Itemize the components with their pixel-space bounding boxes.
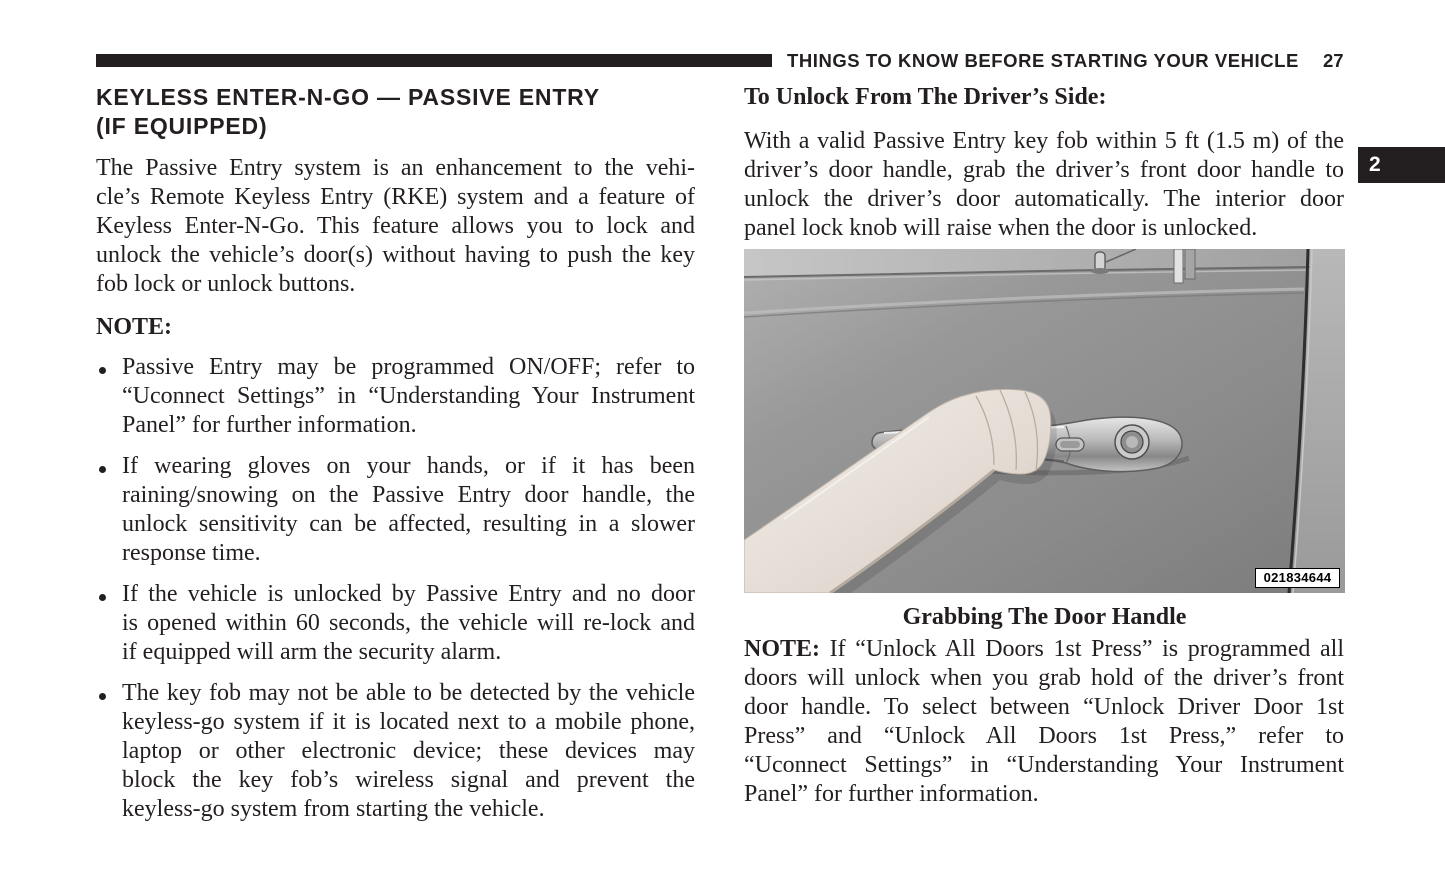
door-handle-illustration xyxy=(744,249,1345,593)
bullet-marker xyxy=(99,693,106,700)
page-number: 27 xyxy=(1323,50,1344,71)
unlock-line-1: With a valid Passive Entry key fob within 5 ft (1.5 m) of the xyxy=(744,128,1344,154)
handle-button xyxy=(1056,438,1084,451)
intro-line-2: cle’s Remote Keyless Entry (RKE) system and a feature of xyxy=(96,184,695,210)
bullet-3-line-3: if equipped will arm the security alarm. xyxy=(122,639,502,665)
chapter-tab xyxy=(1358,147,1445,183)
note-label: NOTE: xyxy=(744,636,821,662)
bullet-2-line-3: unlock sensitivity can be affected, resulting in a slower xyxy=(122,511,695,537)
note-line-2: doors will unlock when you grab hold of the driver’s front xyxy=(744,665,1344,691)
bullet-4-line-5: keyless-go system from starting the vehicle. xyxy=(122,796,545,822)
bullet-1-line-2: “Uconnect Settings” in “Understanding Your Instrument xyxy=(122,383,695,409)
note-line-1 xyxy=(744,635,1344,664)
unlock-paragraph xyxy=(744,127,1344,243)
bullet-1-line-1: Passive Entry may be programmed ON/OFF; refer to xyxy=(122,354,695,380)
bullet-4-line-4: block the key fob’s wireless signal and prevent the xyxy=(122,767,695,793)
bullet-2-line-4: response time. xyxy=(122,540,261,566)
unlock-line-2: driver’s door handle, grab the driver’s front door handle to xyxy=(744,157,1344,183)
note-line-6: Panel” for further information. xyxy=(744,781,1039,807)
section-heading xyxy=(96,83,695,141)
note-paragraph xyxy=(744,635,1344,809)
figure-code-label: 021834644 xyxy=(1255,568,1340,588)
note-line-3: door handle. To select between “Unlock Driver Door 1st xyxy=(744,694,1344,720)
section-heading-line-1: KEYLESS ENTER-N-GO — PASSIVE ENTRY xyxy=(96,84,600,110)
bullet-2-line-2: raining/snowing on the Passive Entry door handle, the xyxy=(122,482,695,508)
keyhole xyxy=(1115,425,1149,459)
intro-line-4: unlock the vehicle’s door(s) without having to push the key xyxy=(96,242,695,268)
bullet-4-line-1: The key fob may not be able to be detected by the vehicle xyxy=(122,680,695,706)
note-line-5: “Uconnect Settings” in “Understanding Your Instrument xyxy=(744,752,1344,778)
intro-line-3: Keyless Enter-N-Go. This feature allows you to lock and xyxy=(96,213,695,239)
bullet-4-line-2: keyless-go system if it is located next to a mobile phone, xyxy=(122,709,695,735)
bullet-text xyxy=(122,580,695,667)
subheading: To Unlock From The Driver’s Side: xyxy=(744,84,1107,110)
figure xyxy=(744,249,1345,593)
intro-paragraph xyxy=(96,154,695,299)
bullet-1-line-3: Panel” for further information. xyxy=(122,412,417,438)
intro-line-5: fob lock or unlock buttons. xyxy=(96,271,356,297)
bullet-4-line-3: laptop or other electronic device; these devices may xyxy=(122,738,695,764)
intro-line-1: The Passive Entry system is an enhancement to the vehi- xyxy=(96,155,695,181)
bullet-3-line-1: If the vehicle is unlocked by Passive Entry and no door xyxy=(122,581,695,607)
chapter-tab-number: 2 xyxy=(1369,153,1381,176)
bullet-3-line-2: is opened within 60 seconds, the vehicle will re-lock and xyxy=(122,610,695,636)
figure-caption: Grabbing The Door Handle xyxy=(902,604,1187,630)
bullet-text xyxy=(122,679,695,824)
header-rule xyxy=(96,54,772,67)
bullet-text xyxy=(122,452,695,568)
running-header-title: THINGS TO KNOW BEFORE STARTING YOUR VEHICLE xyxy=(787,50,1299,71)
note-line-1-text: If “Unlock All Doors 1st Press” is programmed all xyxy=(829,636,1345,662)
section-heading-line-2: (IF EQUIPPED) xyxy=(96,113,268,139)
bullet-marker xyxy=(99,466,106,473)
bullet-2-line-1: If wearing gloves on your hands, or if it has been xyxy=(122,453,695,479)
unlock-line-4: panel lock knob will raise when the door is unlocked. xyxy=(744,215,1258,241)
bullet-marker xyxy=(99,594,106,601)
bullet-marker xyxy=(99,367,106,374)
bullet-text xyxy=(122,353,695,440)
note-line-4: Press” and “Unlock All Doors 1st Press,” refer to xyxy=(744,723,1344,749)
note-heading: NOTE: xyxy=(96,314,173,340)
window-frame-trim xyxy=(1174,249,1195,283)
unlock-line-3: unlock the driver’s door automatically. The interior door xyxy=(744,186,1344,212)
